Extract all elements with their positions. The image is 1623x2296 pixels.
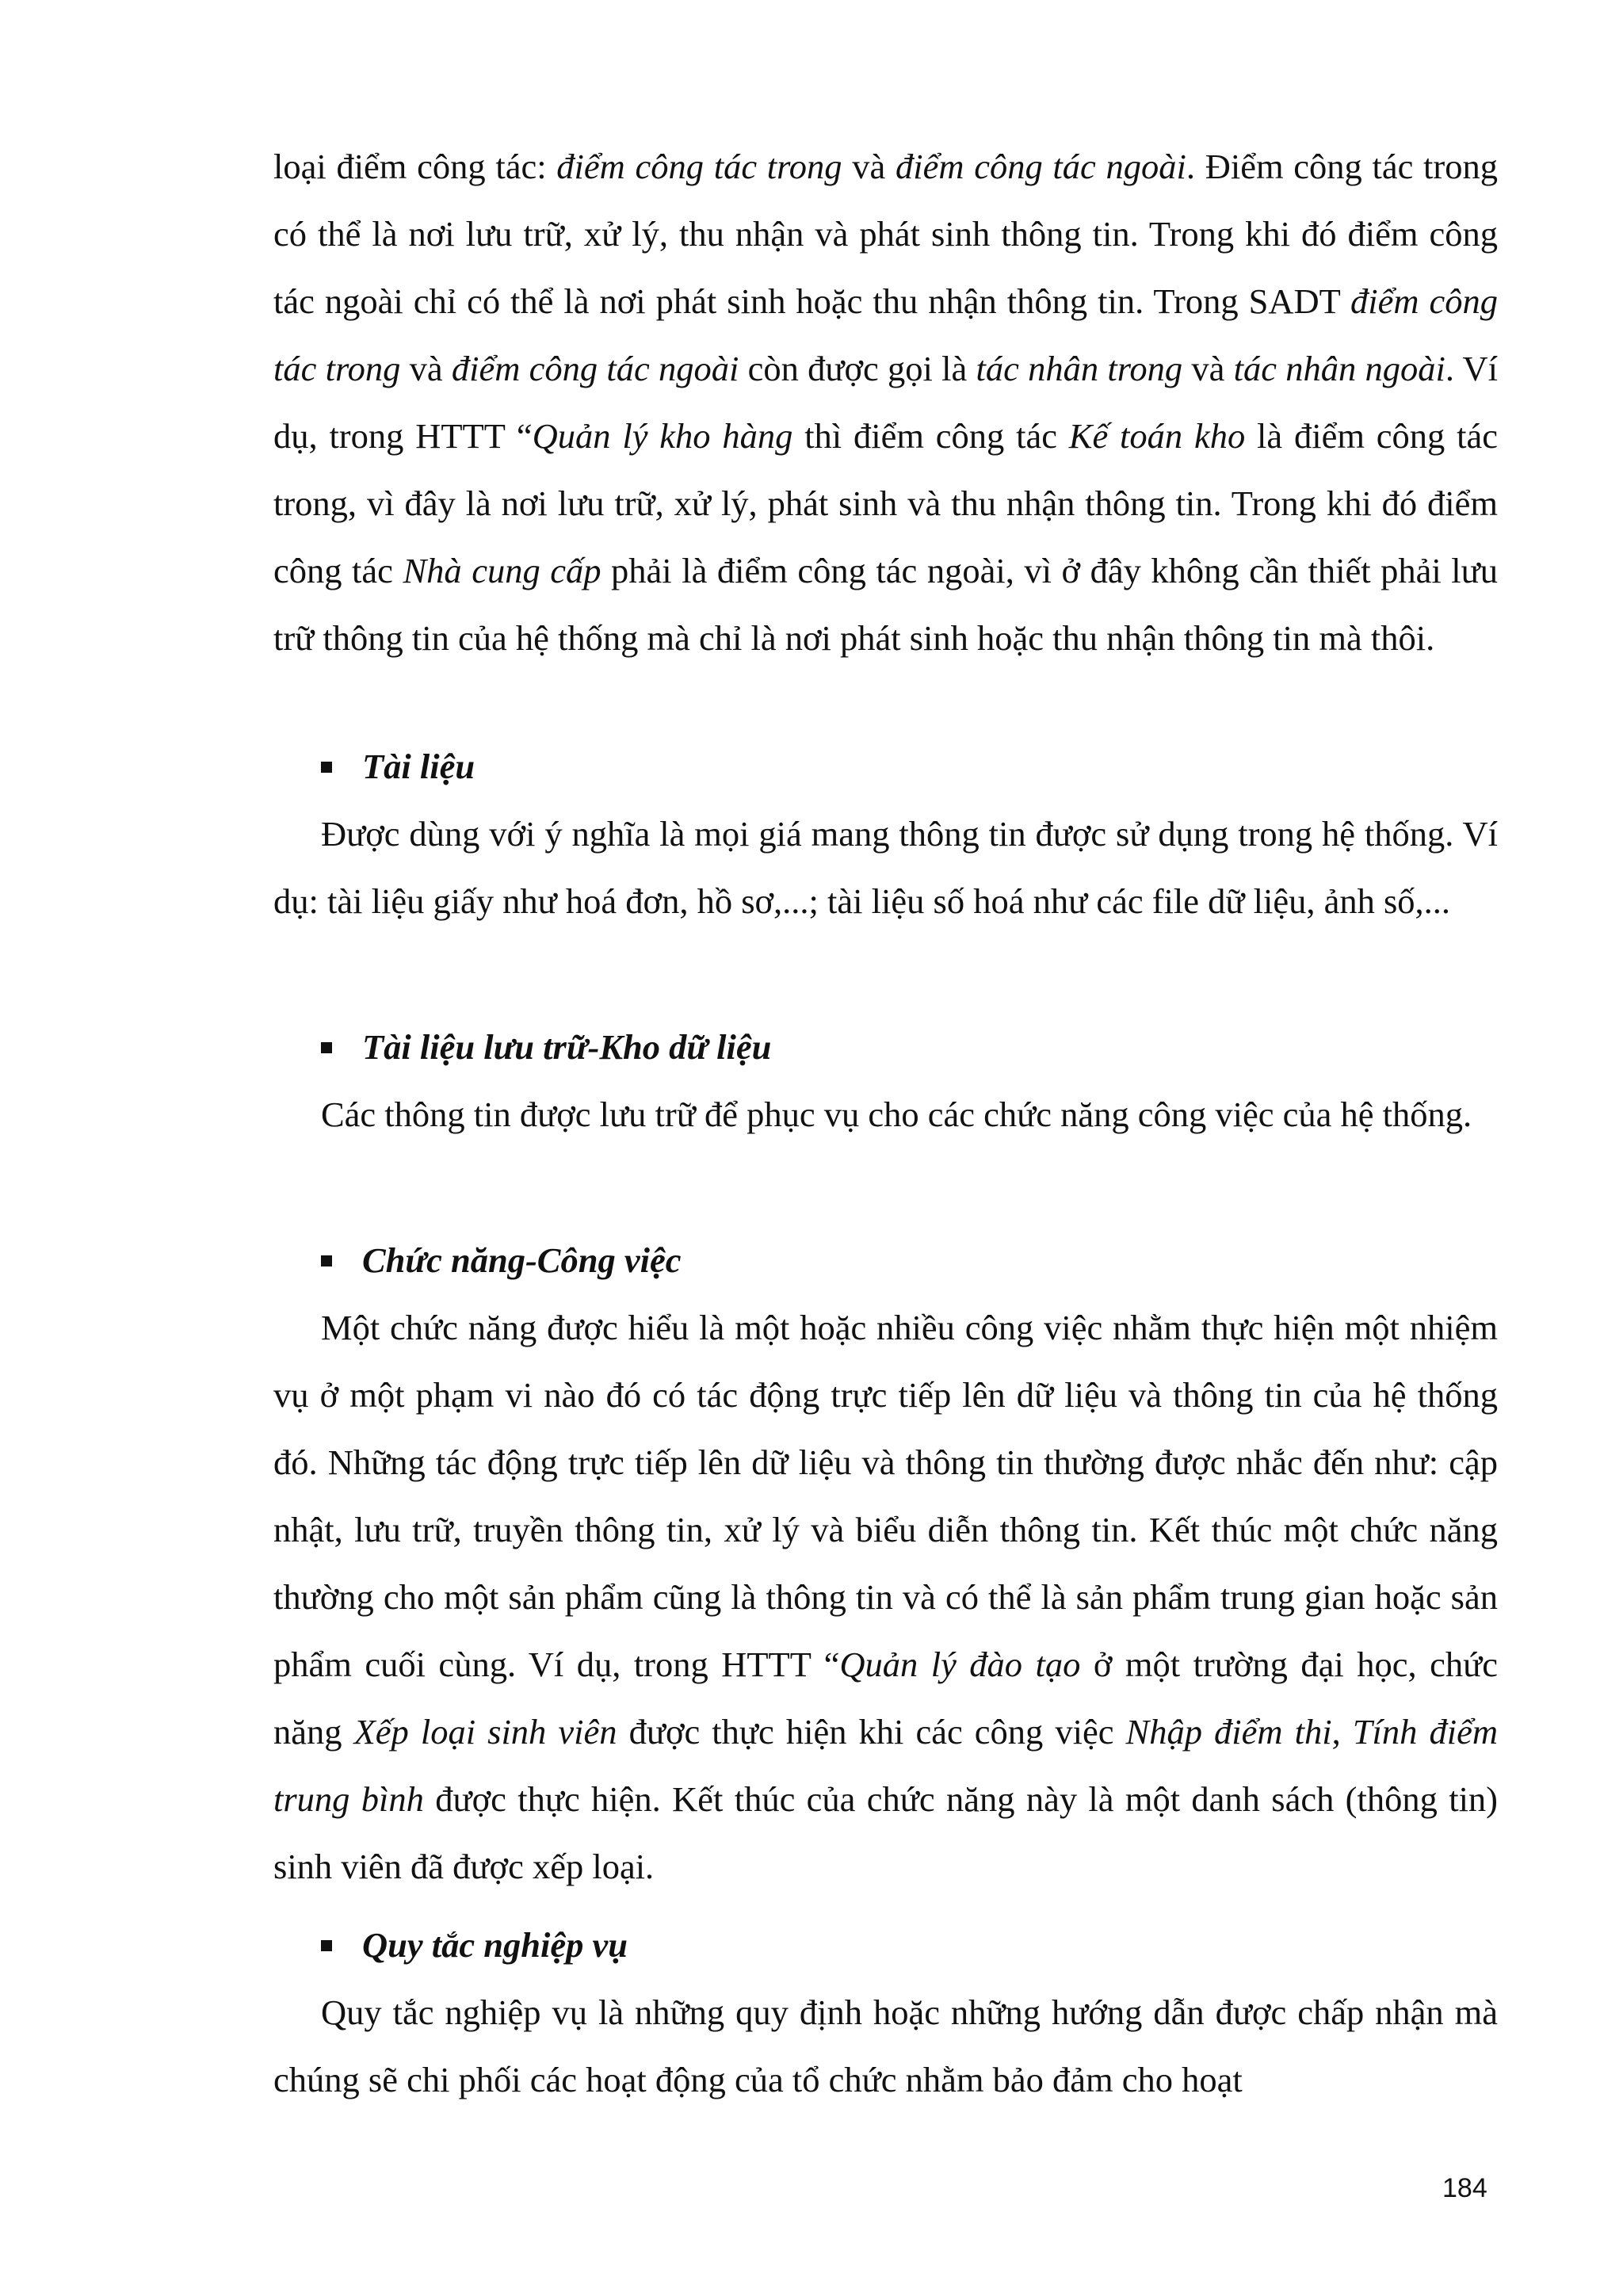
- italic-term: Kế toán kho: [1068, 416, 1246, 456]
- text-run: còn được gọi là: [739, 349, 976, 388]
- heading-text: Tài liệu lưu trữ-Kho dữ liệu: [362, 1027, 772, 1067]
- text-run: phải là điểm công tác ngoài, vì ở đây không cần thiết phải lưu trữ thông tin của hệ thống mà chỉ là nơi phát sinh hoặc thu nhận thông tin mà thôi.: [273, 551, 1499, 658]
- text-run: là điểm công tác trong, vì đây là nơi lưu trữ, xử lý, phát sinh và thu nhận thông tin. Trong khi đó điểm công tác: [273, 416, 1498, 590]
- italic-term: điểm công tác ngoài: [451, 349, 739, 388]
- italic-term: điểm công tác trong: [273, 281, 1498, 388]
- heading-tai-lieu: [321, 733, 475, 800]
- text-run: loại điểm công tác:: [273, 147, 557, 186]
- text-run: ở một trường đại học, chức năng: [273, 1645, 1498, 1752]
- heading-text: Quy tắc nghiệp vụ: [362, 1925, 628, 1965]
- text-run: và: [400, 349, 452, 388]
- italic-term: Nhà cung cấp: [403, 551, 601, 590]
- paragraph-chuc-nang: [273, 1294, 1498, 1901]
- square-bullet-icon: [321, 1940, 332, 1951]
- text-run: được thực hiện khi các công việc: [617, 1712, 1126, 1752]
- text-run: thì điểm công tác: [792, 416, 1069, 456]
- italic-term: Nhập điểm thi: [1125, 1712, 1332, 1752]
- heading-tai-lieu-luu-tru: [321, 1014, 771, 1081]
- text-run: ,: [1331, 1712, 1353, 1752]
- heading-text: Chức năng-Công việc: [362, 1240, 682, 1280]
- text-run: được thực hiện. Kết thúc của chức năng này là một danh sách (thông tin) sinh viên đã được xếp loại.: [273, 1779, 1498, 1886]
- italic-term: tác nhân ngoài: [1233, 349, 1445, 388]
- text-run: và: [842, 147, 896, 186]
- italic-term: Quản lý kho hàng: [532, 416, 793, 456]
- heading-chuc-nang: [321, 1227, 681, 1294]
- paragraph-quy-tac: Quy tắc nghiệp vụ là những quy định hoặc những hướng dẫn được chấp nhận mà chúng sẽ chi phối các hoạt động của tổ chức nhằm bảo đảm cho hoạt: [273, 1992, 1498, 2099]
- italic-term: điểm công tác ngoài: [895, 147, 1186, 186]
- paragraph-diem-cong-tac: [273, 133, 1498, 672]
- page-number: 184: [1442, 2173, 1487, 2203]
- square-bullet-icon: [321, 1042, 332, 1053]
- italic-term: Tính điểm trung bình: [273, 1712, 1498, 1819]
- italic-term: Xếp loại sinh viên: [353, 1712, 617, 1752]
- square-bullet-icon: [321, 1255, 332, 1266]
- square-bullet-icon: [321, 762, 332, 773]
- text-run: . Ví dụ, trong HTTT “: [273, 349, 1498, 456]
- text-run: . Điểm công tác trong có thể là nơi lưu trữ, xử lý, thu nhận và phát sinh thông tin. Trong khi đó điểm công tác ngoài chỉ có thể là nơi phát sinh hoặc thu nhận thông tin. Trong SADT: [273, 147, 1498, 321]
- paragraph-kho-du-lieu: Các thông tin được lưu trữ để phục vụ cho các chức năng công việc của hệ thống.: [321, 1095, 1472, 1134]
- text-run: và: [1182, 349, 1234, 388]
- italic-term: Quản lý đào tạo: [839, 1645, 1081, 1684]
- italic-term: tác nhân trong: [976, 349, 1183, 388]
- italic-term: điểm công tác trong: [556, 147, 842, 186]
- heading-text: Tài liệu: [362, 747, 475, 786]
- paragraph-tai-lieu: Được dùng với ý nghĩa là mọi giá mang thông tin được sử dụng trong hệ thống. Ví dụ: tài liệu giấy như hoá đơn, hồ sơ,...; tài liệu số hoá như các file dữ liệu, ảnh số,...: [273, 814, 1498, 921]
- text-run: Một chức năng được hiểu là một hoặc nhiều công việc nhằm thực hiện một nhiệm vụ ở một phạm vi nào đó có tác động trực tiếp lên dữ liệu và thông tin của hệ thống đó. Những tác động trực tiếp lên dữ liệu và thông tin thường được nhắc đến như: cập nhật, lưu trữ, truyền thông tin, xử lý và biểu diễn thông tin. Kết thúc một chức năng thường cho một sản phẩm cũng là thông tin và có thể là sản phẩm trung gian hoặc sản phẩm cuối cùng. Ví dụ, trong HTTT “: [273, 1308, 1498, 1684]
- heading-quy-tac: [321, 1912, 628, 1979]
